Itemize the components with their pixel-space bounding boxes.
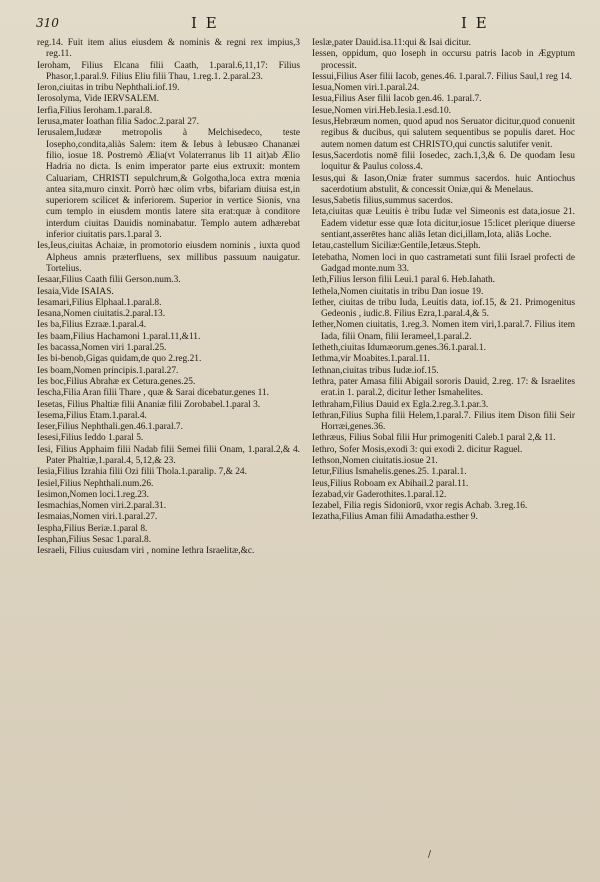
dictionary-entry: Iesi, Filius Apphaim filii Nadab filii Semei filii Onam, 1.paral.2,& 4. Pater Phaltiæ,1.paral.4, 5,12,& 23. (37, 444, 300, 466)
dictionary-entry: Iesiel,Filius Nephthali.num.26. (37, 478, 154, 489)
dictionary-entry: Iether,Nomen ciuitatis, 1.reg.3. Nomen item viri,1.paral.7. Filius item Iada, filii Onam, filii Ierameel,1.paral.2. (312, 320, 575, 342)
dictionary-entry: Ietebatha, Nomen loci in quo castrametati sunt filii Israel profecti de Gadgad monte.num 33. (312, 252, 575, 274)
dictionary-entry: Iether, ciuitas de tribu Iuda, Leuitis data, iof.15, & 21. Primogenitus Gedeonis , iudic.8. Filius Ezra,1.paral.4,& 5. (312, 297, 575, 320)
dictionary-entry: Ieta,ciuitas quæ Leuitis è tribu Iudæ vel Simeonis est data,iosue 21. Eadem videtur esse quæ Iota dicitur,iosue 15:licet plerique diuerse sentiant,asserētes hanc aliās Ietan dici,illam,Iota, aliās Loche. (312, 207, 575, 241)
dictionary-entry: Iescha,Filia Aran filii Thare , quæ & Sarai dicebatur.genes 11. (37, 388, 269, 399)
dictionary-entry: Iezabel, Filia regis Sidoniorū, vxor regis Achab. 3.reg.16. (312, 501, 528, 512)
dictionary-entry: Iethræus, Filius Sobal filii Hur primogeniti Caleb.1 paral 2,& 11. (312, 433, 556, 444)
dictionary-entry: Iesesi,Filius Ieddo 1.paral 5. (37, 433, 144, 444)
running-head-right: I E (461, 14, 489, 32)
dictionary-entry: Ieth,Filius Ierson filii Leui.1 paral 6. Heb.Iahath. (312, 275, 496, 286)
dictionary-entry: Iezabad,vir Gaderothites.1.paral.12. (312, 489, 447, 500)
dictionary-entry: Iesia,Filius Izrahia filii Ozi filii Thola.1.paralip. 7,& 24. (37, 467, 247, 478)
right-column (312, 38, 575, 524)
dictionary-entry: Ieroham, Filius Elcana filii Caath, 1.paral.6,11,17: Filius Phasor,1.paral.9. Filius Eliu filii Thau, 1.reg.1. 2.paral.23. (37, 60, 300, 82)
dictionary-entry: Iesaar,Filius Caath filii Gerson.num.3. (37, 275, 181, 286)
dictionary-entry: Iesmachias,Nomen viri.2.paral.31. (37, 501, 167, 512)
stray-mark: / (428, 850, 432, 860)
dictionary-entry: Iesimon,Nomen loci.1.reg.23. (37, 489, 149, 500)
dictionary-entry: Ieron,ciuitas in tribu Nephthali.iof.19. (37, 83, 180, 94)
dictionary-entry: Ies baam,Filius Hachamoni 1.paral.11,&11. (37, 331, 201, 342)
dictionary-entry: Iesmaias,Nomen viri.1.paral.27. (37, 512, 158, 523)
dictionary-entry: Ieslæ,pater Dauid.isa.11:qui & Isai dicitur. (312, 38, 471, 48)
dictionary-entry: Ies,Ieus,ciuitas Achaiæ, in promotorio eiusdem nominis , iuxta quod Alpheus amnis præterfluens, sex millibus passuum nauigatur. Tortelius. (37, 241, 300, 274)
dictionary-entry: Ies bi-benob,Gigas quidam,de quo 2.reg.21. (37, 354, 202, 365)
running-head-left: I E (191, 14, 219, 32)
dictionary-entry: Iesus,qui & Iason,Oniæ frater summus sacerdos. huic Antiochus sacerdotium abstulit, & concessit Oniæ,qui & Menelaus. (312, 173, 575, 195)
text-columns (37, 38, 577, 858)
dictionary-entry: Iesus,Hebræum nomen, quod apud nos Seruator dicitur,quod conuenit regibus & ducibus, qui salutem sequentibus se populis daret. Hoc autem nomen datum est CHRISTO,qui cunctis salutifer venit. (312, 117, 575, 150)
dictionary-entry: Iessui,Filius Aser filii Iacob, genes.46. 1.paral.7. Filius Saul,1 reg 14. (312, 71, 572, 82)
dictionary-entry: Iethson,Nomen ciuitatis.iosue 21. (312, 455, 438, 466)
dictionary-entry: Ietau,castellum Siciliæ:Gentile,Ietæus.Steph. (312, 241, 481, 252)
dictionary-entry: Ietheth,ciuitas Idumæorum.genes.36.1.paral.1. (312, 343, 486, 354)
dictionary-entry: Ierfia,Filius Ieroham.1.paral.8. (37, 105, 153, 116)
dictionary-entry: Ieus,Filius Roboam ex Abihail.2 paral.11. (312, 478, 469, 489)
dictionary-entry: Ies ba,Filius Ezraæ.1.paral.4. (37, 320, 147, 331)
dictionary-entry: Iethra, pater Amasa filii Abigail sororis Dauid, 2.reg. 17: & Israelites erat.in 1. paral.2, dicitur Iether Ismahelites. (312, 376, 575, 399)
dictionary-entry: Iethraham,Filius Dauid ex Egla.2.reg.3.1.par.3. (312, 399, 489, 410)
dictionary-entry: Iesue,Nomen viri.Heb.Iesia.1.esd.10. (312, 105, 452, 116)
dictionary-entry: Iesua,Filius Aser filii Iacob gen.46. 1.paral.7. (312, 94, 482, 105)
dictionary-entry: Iesamari,Filius Elphaal.1.paral.8. (37, 297, 162, 308)
dictionary-entry: Ietur,Filius Ismahelis.genes.25. 1.paral.1. (312, 467, 467, 478)
dictionary-entry: Iesus,Sacerdotis nomē filii Iosedec, zach.1,3,& 6. De quodam Iesu loquitur & Paulus coloss.4. (312, 150, 575, 173)
dictionary-entry: Iethnan,ciuitas tribus Iudæ.iof.15. (312, 365, 439, 376)
dictionary-entry: Ierusalem,Iudææ metropolis à Melchisedeco, teste Iosepho,condita,aliàs Salem: item & Iebus à Iebusæo Chananæi filio, iosue 18. Postremò Ælia(vt Volaterranus lib 11 ait)ab Ælio Hadria no dicta. Is enim imperator parte eius extruxit: montem Caluariam, CHRISTI sepulchrum,& Golgotha,loca extra mœnia antea sita,muro cinxit. Porrò hæc olim vrbs, bifariam diuisa est,in superiorem scilicet & inferiorem. Superior in vertice Sionis, vna cum templo in eiusdem montis latere sita erat:quæ à conditore interdum ciuitas Dauidis nominabatur. Templo autem adhærebat inferior ciuitatis pars.1.paral 3. (37, 128, 300, 241)
dictionary-entry: Iethma,vir Moabites.1.paral.11. (312, 354, 430, 365)
dictionary-entry: Ieser,Filius Nephthali.gen.46.1.paral.7. (37, 422, 183, 433)
dictionary-entry: Iethela,Nomen ciuitatis in tribu Dan iosue 19. (312, 286, 484, 297)
dictionary-entry: Iesaia,Vide ISAIAS. (37, 286, 114, 297)
dictionary-entry: Iesua,Nomen viri.1.paral.24. (312, 83, 420, 94)
dictionary-entry: Ies bacassa,Nomen viri 1.paral.25. (37, 343, 167, 354)
page-number: 310 (36, 16, 59, 30)
dictionary-entry: Iessen, oppidum, quo Ioseph in occursu patris Iacob in Ægyptum processit. (312, 49, 575, 71)
left-column (37, 38, 300, 558)
dictionary-entry: reg.14. Fuit item alius eiusdem & nominis & regni rex impius,3 reg.11. (37, 38, 300, 60)
dictionary-entry: Iethro, Sofer Mosis,exodi 3: qui exodi 2. dicitur Raguel. (312, 444, 523, 455)
page-header (36, 16, 570, 34)
dictionary-entry: Iespha,Filius Beriæ.1.paral 8. (37, 523, 148, 534)
dictionary-entry: Ierusa,mater Ioathan filia Sadoc.2.paral 27. (37, 117, 199, 128)
dictionary-entry: Iesphan,Filius Sesac 1.paral.8. (37, 535, 152, 546)
dictionary-entry: Ies boc,Filius Abrahæ ex Cetura.genes.25. (37, 376, 196, 387)
dictionary-entry: Iesus,Sabetis filius,summus sacerdos. (312, 196, 453, 207)
dictionary-entry: Iethran,Filius Supha filii Helem,1.paral.7. Filius item Dison filii Seir Horræi,genes.36. (312, 410, 575, 433)
dictionary-entry: Iesema,Filius Etam.1.paral.4. (37, 410, 147, 421)
dictionary-entry: Iesetas, Filius Phaltiæ filii Ananiæ filii Zorobabel.1.paral 3. (37, 399, 261, 410)
dictionary-entry: Ierosolyma, Vide IERVSALEM. (37, 94, 159, 105)
dictionary-entry: Ies boam,Nomen principis.1.paral.27. (37, 365, 179, 376)
dictionary-entry: Iezatha,Filius Aman filii Amadatha.esther 9. (312, 512, 478, 523)
dictionary-entry: Iesraeli, Filius cuiusdam viri , nomine Iethra Israelitæ,&c. (37, 546, 255, 557)
dictionary-entry: Iesana,Nomen ciuitatis.2.paral.13. (37, 309, 166, 320)
